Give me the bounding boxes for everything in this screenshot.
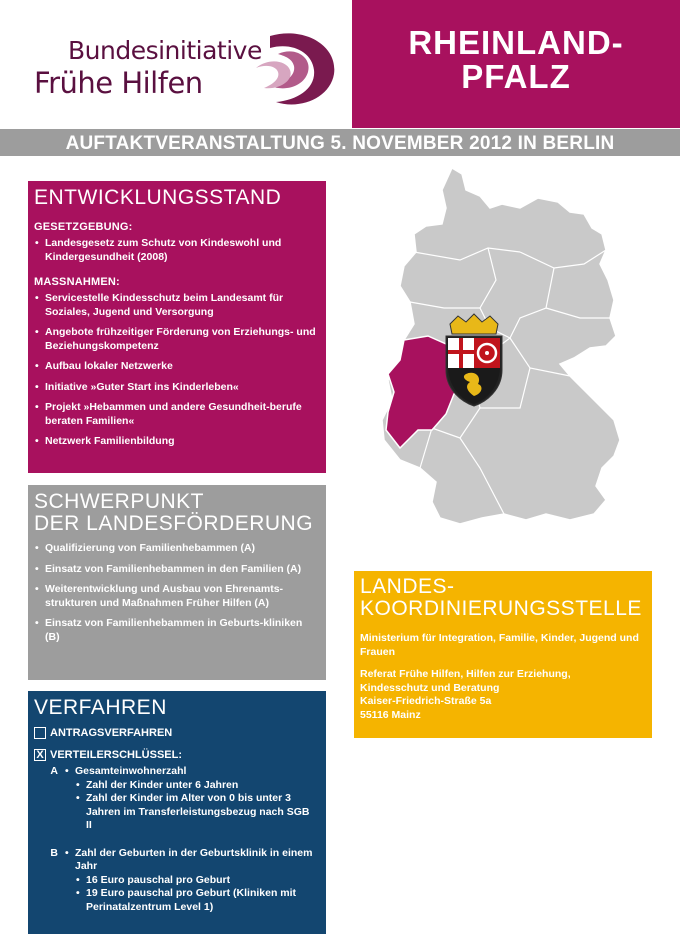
list-item: • Aufbau lokaler Netzwerke (34, 360, 318, 374)
list-item: • Projekt »Hebammen und andere Gesundheit-berufe beraten Familien« (34, 401, 318, 428)
koordinierungsstelle-box (354, 571, 652, 738)
list-item: • Angebote frühzeitiger Förderung von Erziehungs- und Beziehungskompetenz (34, 326, 318, 353)
antragsverfahren-option (34, 727, 318, 739)
schwerpunkt-list (34, 542, 318, 644)
verfahren-box (28, 691, 326, 934)
entwicklungsstand-title: ENTWICKLUNGSSTAND (34, 186, 282, 209)
list-item: • Qualifizierung von Familienhebammen (A) (34, 542, 318, 556)
schwerpunkt-box (28, 485, 326, 680)
antragsverfahren-checkbox (34, 727, 46, 739)
list-item: • Einsatz von Familienhebammen in Geburts-kliniken (B) (34, 617, 318, 644)
event-banner-text: AUFTAKTVERANSTALTUNG 5. NOVEMBER 2012 IN BERLIN (65, 133, 615, 154)
list-item: • Servicestelle Kindesschutz beim Landesamt für Soziales, Jugend und Versorgung (34, 292, 318, 319)
list-item: • Einsatz von Familienhebammen in den Familien (A) (34, 563, 318, 577)
group-letter: B (50, 846, 58, 859)
schwerpunkt-title: SCHWERPUNKT DER LANDESFÖRDERUNG (34, 490, 314, 535)
logo-text-line2: Frühe Hilfen (34, 66, 203, 100)
list-item: • Landesgesetz zum Schutz von Kindeswohl und Kindergesundheit (2008) (34, 237, 318, 264)
gesetzgebung-label: GESETZGEBUNG: (34, 221, 133, 233)
group-sub: • Zahl der Kinder im Alter von 0 bis unter 3 Jahren im Transferleistungsbezug nach SGB II (75, 792, 318, 833)
group-sub: • 19 Euro pauschal pro Geburt (Kliniken mit Perinatalzentrum Level 1) (75, 887, 318, 914)
state-title: RHEINLAND- PFALZ (408, 24, 624, 95)
logo-text-line1: Bundesinitiative (68, 36, 262, 65)
germany-map (370, 168, 670, 548)
entwicklungsstand-box (28, 181, 326, 473)
group-b (34, 847, 318, 915)
coat-of-arms-icon (446, 314, 502, 406)
group-sub: • Zahl der Kinder unter 6 Jahren (75, 779, 318, 793)
address-text: Referat Frühe Hilfen, Hilfen zur Erziehung, Kindesschutz und Beratung Kaiser-Friedrich-Straße 5a 55116 Mainz (360, 668, 571, 721)
antragsverfahren-label: ANTRAGSVERFAHREN (50, 727, 173, 739)
list-item: • Netzwerk Familienbildung (34, 435, 318, 449)
list-item: • Initiative »Guter Start ins Kinderleben« (34, 381, 318, 395)
list-item: • Weiterentwicklung und Ausbau von Ehrenamts-strukturen und Maßnahmen Früher Hilfen (A) (34, 583, 318, 610)
verteilerschluessel-checkbox: X (34, 749, 46, 761)
verteilerschluessel-option (34, 749, 318, 761)
group-sub: • 16 Euro pauschal pro Geburt (75, 874, 318, 888)
massnahmen-label: MASSNAHMEN: (34, 276, 120, 288)
group-letter: A (50, 765, 58, 777)
verteilerschluessel-label: VERTEILERSCHLÜSSEL: (50, 749, 183, 761)
logo-swirl-icon (250, 28, 340, 108)
ministry-text: Ministerium für Integration, Familie, Kinder, Jugend und Frauen (360, 632, 639, 658)
koordinierungsstelle-title: LANDES- KOORDINIERUNGSSTELLE (360, 575, 642, 620)
group-a (34, 765, 318, 833)
verfahren-title: VERFAHREN (34, 696, 167, 719)
group-main: • Gesamteinwohnerzahl (64, 765, 318, 779)
gesetzgebung-list (34, 237, 318, 264)
group-main: • Zahl der Geburten in der Geburtsklinik in einem Jahr (64, 847, 318, 874)
massnahmen-list (34, 292, 318, 449)
